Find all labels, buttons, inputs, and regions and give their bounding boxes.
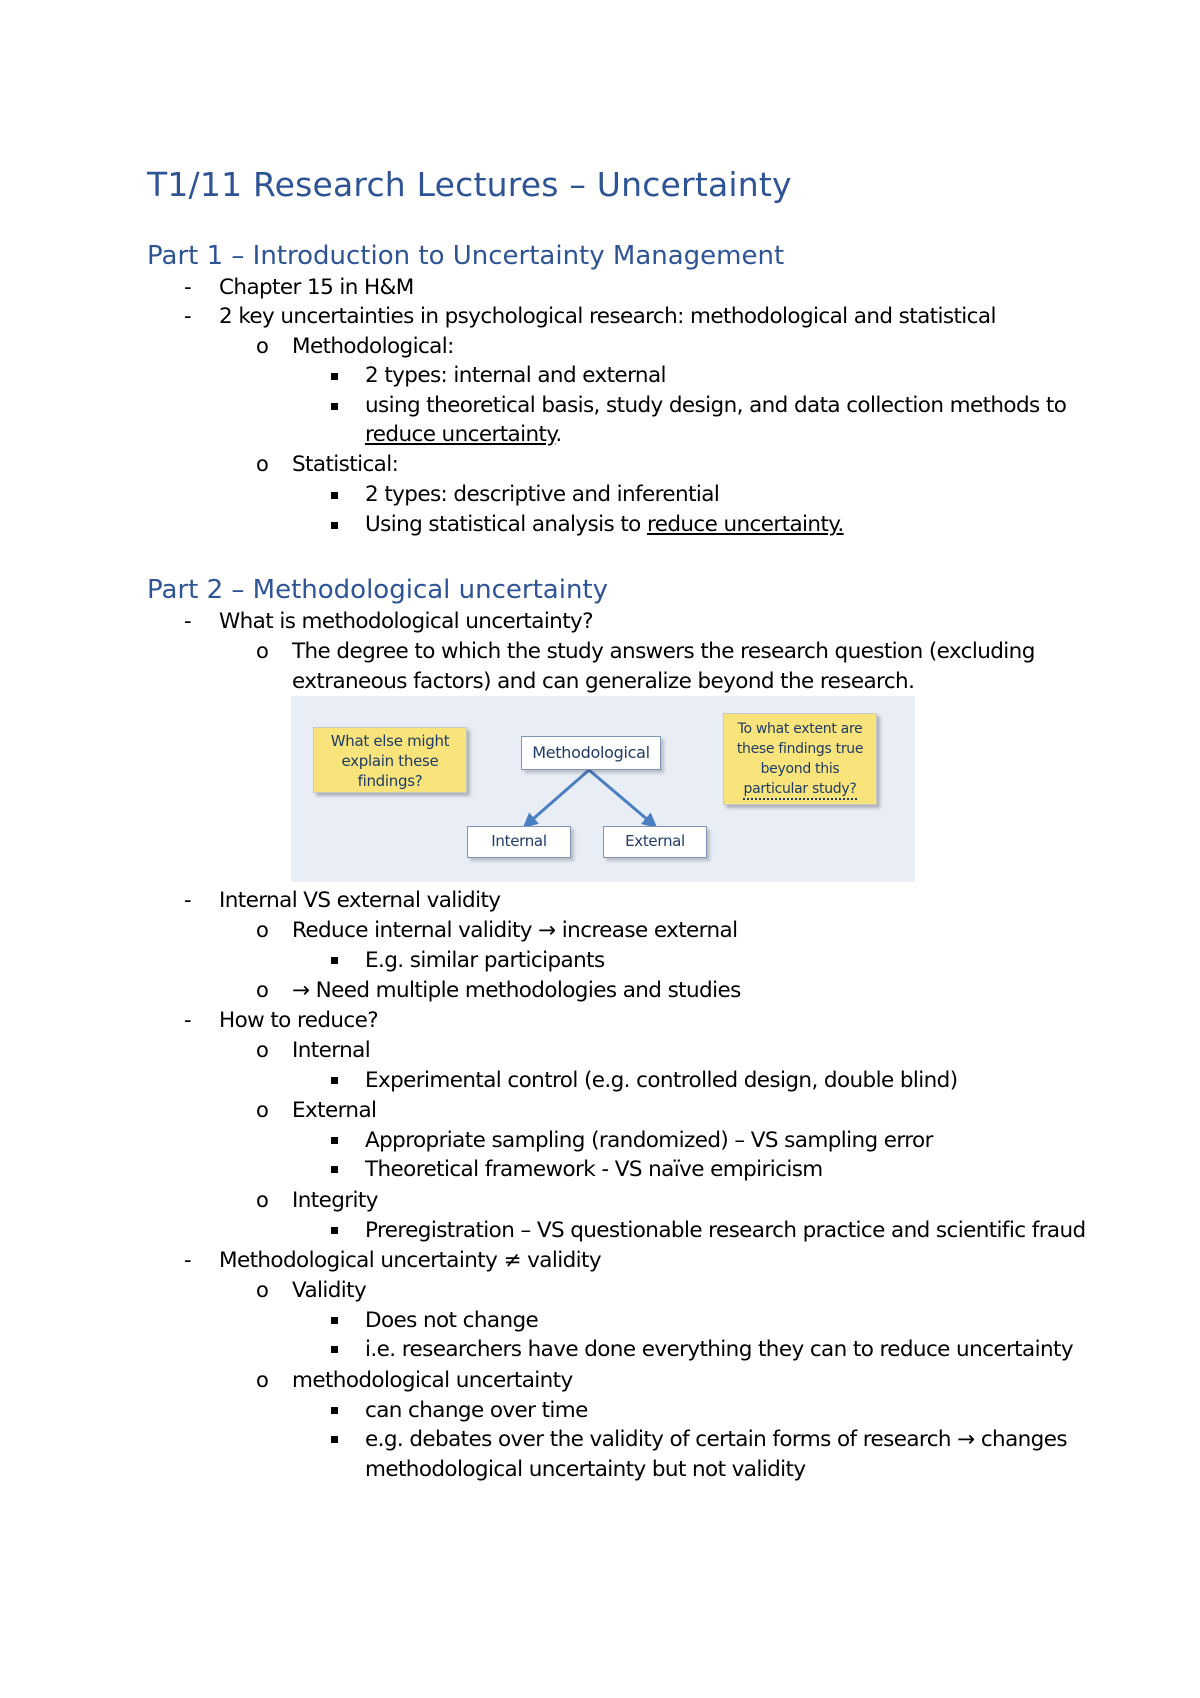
dash-bullet: - [184,1248,192,1272]
box-text: findings? [357,772,423,790]
list-item: using theoretical basis, study design, and data collection methods to [365,393,1067,418]
circle-bullet: o [256,639,269,663]
square-bullet-icon [331,1227,338,1234]
list-item: What is methodological uncertainty? [219,609,593,634]
dash-bullet: - [184,275,192,299]
external-box [603,826,707,858]
list-item-continuation [365,420,562,449]
list-item: i.e. researchers have done everything they can to reduce uncertainty [365,1337,1073,1362]
underlined-text: reduce uncertainty [365,422,556,447]
box-text: these findings true [736,741,864,757]
box-label: External [625,832,685,850]
list-item: Does not change [365,1308,539,1333]
list-item: 2 key uncertainties in psychological research: methodological and statistical [219,304,996,329]
part2-heading: Part 2 – Methodological uncertainty [147,575,609,605]
circle-bullet: o [256,1188,269,1212]
list-item [365,510,844,539]
methodological-box [521,736,661,770]
page-title: T1/11 Research Lectures – Uncertainty [147,165,792,204]
square-bullet-icon [331,1166,338,1173]
list-item: How to reduce? [219,1008,379,1033]
question-box-left [313,727,467,793]
arrow-to-external [589,770,655,826]
list-item: methodological uncertainty [292,1368,573,1393]
square-bullet-icon [331,957,338,964]
square-bullet-icon [331,403,338,410]
list-item: e.g. debates over the validity of certain forms of research → changes [365,1427,1067,1452]
list-item: External [292,1098,377,1123]
square-bullet-icon [331,1137,338,1144]
circle-bullet: o [256,452,269,476]
list-item: Internal [292,1038,371,1063]
list-item: can change over time [365,1398,588,1423]
square-bullet-icon [331,373,338,380]
underlined-text: reduce uncertainty. [646,512,844,537]
square-bullet-icon [331,1346,338,1353]
list-item: Methodological: [292,334,454,359]
list-item: Appropriate sampling (randomized) – VS sampling error [365,1128,933,1153]
list-item: 2 types: descriptive and inferential [365,482,720,507]
list-item: Validity [292,1278,367,1303]
box-text: explain these [341,752,439,770]
dash-bullet: - [184,1008,192,1032]
box-text: What else might [330,732,450,750]
list-item: Experimental control (e.g. controlled design, double blind) [365,1068,958,1093]
question-box-right [723,713,877,805]
square-bullet-icon [331,522,338,529]
methodological-diagram [291,696,915,882]
list-item: E.g. similar participants [365,948,605,973]
circle-bullet: o [256,1278,269,1302]
list-item: → Need multiple methodologies and studies [292,978,741,1003]
square-bullet-icon [331,492,338,499]
circle-bullet: o [256,1368,269,1392]
list-item-continuation: methodological uncertainty but not validity [365,1457,806,1482]
list-item-continuation: extraneous factors) and can generalize beyond the research. [292,669,915,694]
circle-bullet: o [256,334,269,358]
period: . [555,422,562,447]
box-text: particular study? [743,780,856,800]
list-item: Integrity [292,1188,378,1213]
list-item: Preregistration – VS questionable research practice and scientific fraud [365,1218,1086,1243]
circle-bullet: o [256,918,269,942]
box-text: beyond this [760,761,840,777]
square-bullet-icon [331,1317,338,1324]
internal-box [467,826,571,858]
list-item: The degree to which the study answers the research question (excluding [292,639,1035,664]
dash-bullet: - [184,888,192,912]
dash-bullet: - [184,304,192,328]
list-item: Theoretical framework - VS naïve empiricism [365,1157,823,1182]
list-item: Methodological uncertainty ≠ validity [219,1248,601,1273]
square-bullet-icon [331,1077,338,1084]
circle-bullet: o [256,1098,269,1122]
dash-bullet: - [184,609,192,633]
box-label: Internal [491,832,547,850]
list-item: Reduce internal validity → increase external [292,918,738,943]
part1-heading: Part 1 – Introduction to Uncertainty Management [147,241,785,271]
circle-bullet: o [256,1038,269,1062]
arrow-to-internal [525,770,589,826]
list-item: Statistical: [292,452,399,477]
list-item: 2 types: internal and external [365,363,666,388]
square-bullet-icon [331,1436,338,1443]
square-bullet-icon [331,1407,338,1414]
box-label: Methodological [532,743,650,762]
text: Using statistical analysis to [365,512,647,537]
list-item: Chapter 15 in H&M [219,275,414,300]
list-item: Internal VS external validity [219,888,501,913]
box-text: To what extent are [737,721,863,737]
circle-bullet: o [256,978,269,1002]
